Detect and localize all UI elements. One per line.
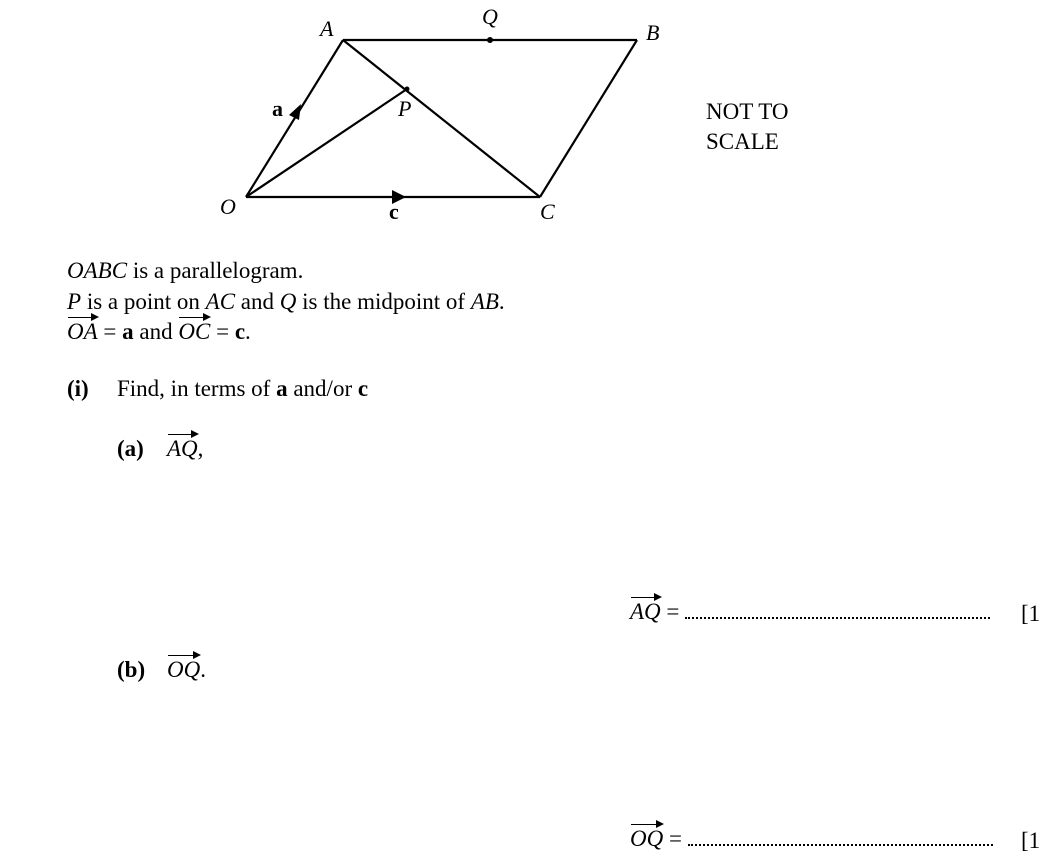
- part-a-vector: AQ: [167, 436, 198, 461]
- segment-ac-text: AC: [205, 289, 236, 314]
- bold-a: a: [122, 319, 134, 344]
- part-a-answer-equals: =: [660, 599, 686, 624]
- parallelogram-diagram: [0, 0, 1038, 240]
- point-p: [405, 87, 410, 92]
- part-a-answer-line: [630, 599, 990, 625]
- intro-line-2-text-1: is a point on: [81, 289, 206, 314]
- part-a-question: [167, 436, 203, 462]
- part-a-answer-field[interactable]: [685, 599, 990, 619]
- intro-line-2-text-3: is the midpoint of: [296, 289, 471, 314]
- part-b-question: [167, 657, 206, 683]
- segment-op: [246, 89, 407, 197]
- label-A: A: [320, 16, 334, 41]
- vector-oa: OA: [67, 319, 98, 344]
- label-Q: Q: [482, 4, 498, 29]
- intro-line-3: [67, 319, 251, 345]
- part-i-label: (i): [67, 376, 89, 401]
- part-i-text: Find, in terms of: [117, 376, 277, 401]
- part-b-answer-vector: OQ: [630, 826, 664, 851]
- part-i-instruction: [117, 376, 368, 402]
- part-a-suffix: ,: [197, 436, 204, 461]
- intro-line-1-text: is a parallelogram.: [127, 258, 304, 283]
- part-b-vector: OQ: [167, 657, 201, 682]
- label-vector-c: c: [389, 199, 399, 224]
- part-i-mid: and/or: [287, 376, 358, 401]
- part-i-bold-a: a: [276, 376, 288, 401]
- part-b-marks: [1: [1021, 828, 1040, 853]
- point-p-text: P: [67, 289, 82, 314]
- part-b-answer-equals: =: [663, 826, 688, 851]
- equals-1: =: [97, 319, 123, 344]
- side-bc: [540, 40, 637, 197]
- part-b-answer-field[interactable]: [688, 826, 993, 846]
- equals-2: =: [210, 319, 235, 344]
- note-line-2: SCALE: [706, 129, 779, 154]
- intro-line-1: [67, 258, 303, 284]
- point-q: [487, 37, 493, 43]
- vector-oc: OC: [178, 319, 211, 344]
- and-text: and: [133, 319, 179, 344]
- part-a-answer-vector: AQ: [630, 599, 661, 624]
- intro-line-3-end: .: [245, 319, 251, 344]
- shape-name: OABC: [67, 258, 128, 283]
- label-O: O: [220, 194, 236, 219]
- part-b-label: (b): [117, 657, 146, 682]
- not-to-scale-note: [706, 97, 788, 157]
- bold-c: c: [234, 319, 246, 344]
- part-i-bold-c: c: [357, 376, 369, 401]
- arrow-a-icon: [289, 104, 301, 120]
- segment-ab-text: AB: [470, 289, 499, 314]
- part-b-suffix: .: [200, 657, 206, 682]
- part-a-label: (a): [117, 436, 144, 461]
- intro-line-2-end: .: [498, 289, 505, 314]
- label-P: P: [398, 96, 412, 121]
- side-oa: [246, 40, 343, 197]
- label-vector-a: a: [272, 96, 283, 121]
- intro-line-2-text-2: and: [235, 289, 280, 314]
- note-line-1: NOT TO: [706, 99, 789, 124]
- part-a-marks: [1: [1021, 601, 1040, 626]
- diagonal-ac: [343, 40, 540, 197]
- label-B: B: [646, 20, 660, 45]
- intro-line-2: [67, 289, 505, 315]
- part-b-answer-line: [630, 826, 993, 852]
- label-C: C: [540, 199, 555, 224]
- point-q-text: Q: [279, 289, 297, 314]
